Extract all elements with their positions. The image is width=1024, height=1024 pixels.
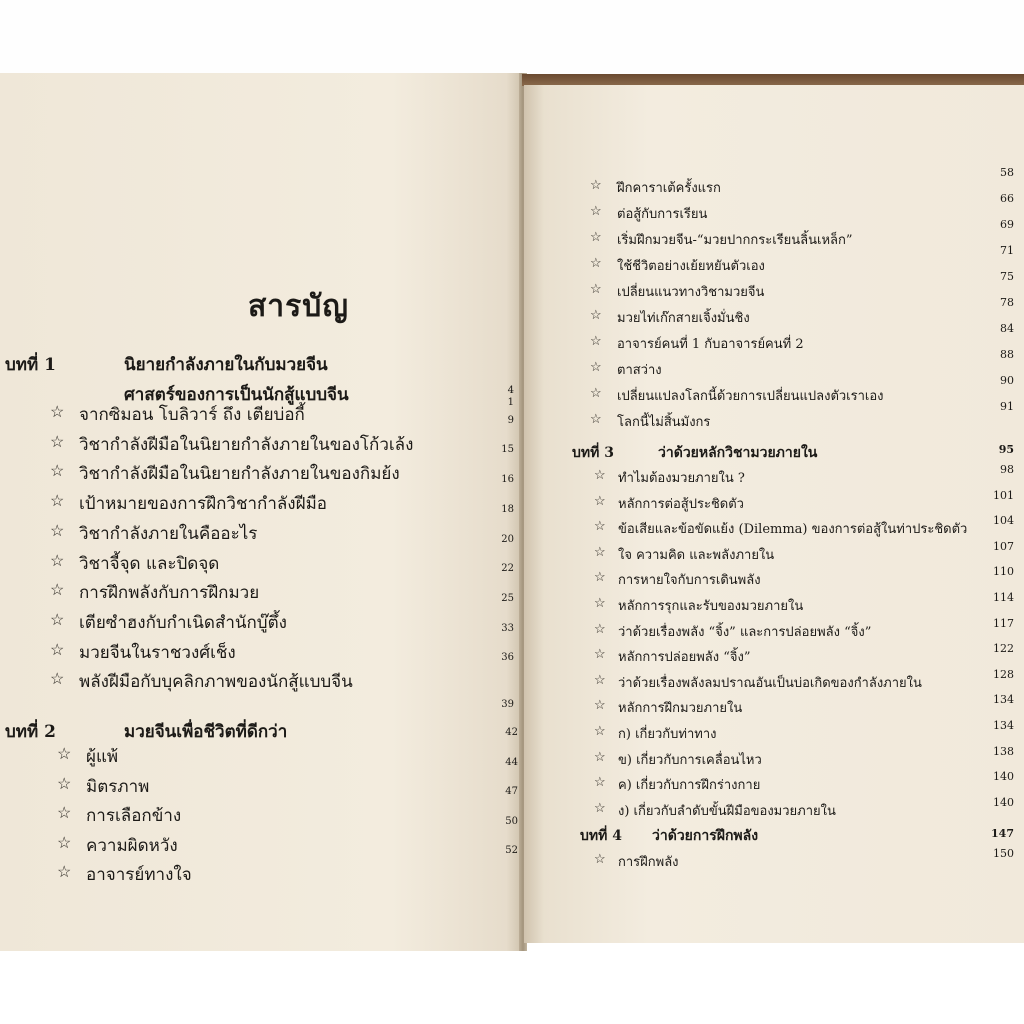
toc-entry-title: ค) เกี่ยวกับการฝึกร่างกาย bbox=[618, 778, 761, 794]
toc-entry-title: วิชากำลังภายในคืออะไร bbox=[79, 523, 258, 544]
star-icon: ☆ bbox=[57, 744, 72, 763]
star-icon: ☆ bbox=[50, 550, 65, 570]
chapter-2-title: มวยจีนเพื่อชีวิตที่ดีกว่า bbox=[124, 722, 288, 742]
toc-entry-page: 16 bbox=[501, 474, 514, 486]
chapter-1-label: บทที่ 1 bbox=[5, 355, 56, 375]
toc-entry bbox=[524, 693, 1024, 719]
toc-entry-title: วิชากำลังฝีมือในนิยายกำลังภายในของกิมย้ง bbox=[79, 464, 400, 485]
toc-entry-title: ข้อเสียและข้อขัดแย้ง (Dilemma) ของการต่อสู้ในท่าประชิดตัว bbox=[618, 522, 968, 538]
toc-entry-title: การฝึกพลังกับการฝึกมวย bbox=[79, 583, 260, 604]
toc-entry-title: การฝึกพลัง bbox=[618, 855, 679, 870]
star-icon: ☆ bbox=[594, 775, 606, 791]
star-icon: ☆ bbox=[594, 800, 606, 816]
star-icon: ☆ bbox=[590, 256, 602, 271]
toc-entry bbox=[524, 591, 1024, 617]
star-icon: ☆ bbox=[594, 724, 606, 739]
toc-title: สารบัญ bbox=[248, 289, 349, 324]
toc-entry-title: ก) เกี่ยวกับท่าทาง bbox=[618, 727, 717, 742]
toc-entry-page: 78 bbox=[1000, 296, 1014, 309]
toc-entry-page: 84 bbox=[1000, 322, 1014, 335]
toc-entry-page: 36 bbox=[501, 652, 514, 664]
toc-entry-title: หลักการฝึกมวยภายใน bbox=[618, 701, 743, 717]
toc-entry-title: วิชาจี้จุด และปิดจุด bbox=[79, 553, 220, 574]
star-icon: ☆ bbox=[590, 230, 602, 245]
star-icon: ☆ bbox=[590, 360, 602, 375]
toc-entry bbox=[524, 192, 1024, 225]
toc-entry-page: 140 bbox=[993, 770, 1014, 784]
toc-entry-title: วิชากำลังฝีมือในนิยายกำลังภายในของโก้วเล้ง bbox=[79, 434, 414, 455]
toc-entry-title: ฝึกคาราเต้ครั้งแรก bbox=[617, 181, 721, 196]
toc-entry-page: 75 bbox=[1000, 270, 1014, 283]
toc-entry bbox=[524, 796, 1024, 822]
star-icon: ☆ bbox=[57, 832, 72, 852]
star-icon: ☆ bbox=[594, 544, 606, 560]
toc-entry bbox=[524, 719, 1024, 745]
star-icon: ☆ bbox=[50, 431, 65, 451]
star-icon: ☆ bbox=[590, 178, 602, 193]
toc-entry bbox=[524, 322, 1024, 355]
chapter-3-title: ว่าด้วยหลักวิชามวยภายใน bbox=[658, 445, 818, 461]
star-icon: ☆ bbox=[50, 491, 65, 511]
toc-entry bbox=[524, 540, 1024, 566]
star-icon: ☆ bbox=[594, 672, 606, 688]
star-icon: ☆ bbox=[594, 647, 606, 663]
toc-entry-page: 20 bbox=[501, 533, 514, 545]
toc-entry bbox=[524, 400, 1024, 433]
star-icon: ☆ bbox=[50, 580, 65, 600]
star-icon: ☆ bbox=[50, 402, 65, 421]
toc-entry-title: ความผิดหวัง bbox=[86, 835, 178, 856]
chapter-2-label: บทที่ 2 bbox=[5, 722, 56, 742]
toc-entry-page: 134 bbox=[993, 719, 1014, 732]
left-page bbox=[0, 73, 522, 951]
right-page bbox=[524, 85, 1024, 943]
toc-entry-title: ข) เกี่ยวกับการเคลื่อนไหว bbox=[618, 752, 762, 768]
toc-entry-page: 122 bbox=[993, 642, 1014, 656]
star-icon: ☆ bbox=[57, 862, 72, 881]
toc-entry-title: การหายใจกับการเดินพลัง bbox=[618, 573, 761, 589]
star-icon: ☆ bbox=[50, 461, 65, 481]
toc-entry-title: เป้าหมายของการฝึกวิชากำลังฝีมือ bbox=[79, 494, 327, 515]
toc-entry-title: เริ่มฝึกมวยจีน-“มวยปากกระเรียนลิ้นเหล็ก” bbox=[617, 233, 853, 248]
toc-entry-title: เปลี่ยนแปลงโลกนี้ด้วยการเปลี่ยนแปลงตัวเราเอง bbox=[617, 389, 884, 404]
star-icon: ☆ bbox=[594, 519, 606, 535]
toc-entry-page: 66 bbox=[1000, 192, 1014, 205]
toc-entry-title: โลกนี้ไม่สิ้นมังกร bbox=[617, 415, 711, 430]
star-icon: ☆ bbox=[594, 749, 606, 765]
star-icon: ☆ bbox=[590, 308, 602, 323]
toc-entry-title: มิตรภาพ bbox=[86, 776, 150, 797]
chapter-2-page: 39 bbox=[501, 699, 514, 710]
toc-entry bbox=[524, 270, 1024, 303]
toc-entry-title: ต่อสู้กับการเรียน bbox=[617, 207, 708, 222]
star-icon: ☆ bbox=[50, 639, 65, 659]
toc-entry-page: 138 bbox=[993, 744, 1014, 758]
background-top bbox=[0, 0, 1024, 74]
toc-entry-page: 33 bbox=[501, 622, 514, 634]
toc-entry-page: 107 bbox=[993, 539, 1014, 553]
toc-entry-page: 117 bbox=[993, 616, 1014, 630]
toc-entry bbox=[524, 463, 1024, 489]
toc-entry-page: 88 bbox=[1000, 348, 1014, 361]
toc-entry-title: อาจารย์คนที่ 1 กับอาจารย์คนที่ 2 bbox=[617, 337, 804, 352]
toc-entry-page: 25 bbox=[501, 592, 514, 604]
star-icon: ☆ bbox=[594, 852, 606, 867]
star-icon: ☆ bbox=[594, 596, 606, 611]
toc-entry-page: 50 bbox=[505, 815, 518, 827]
toc-entry bbox=[524, 617, 1024, 643]
toc-entry-page: 4 bbox=[507, 385, 514, 396]
toc-entry-page: 18 bbox=[501, 503, 514, 515]
toc-entry-title: ตาสว่าง bbox=[617, 363, 662, 378]
toc-entry-page: 98 bbox=[1000, 463, 1014, 476]
toc-entry bbox=[524, 770, 1024, 796]
toc-entry-page: 44 bbox=[505, 756, 518, 768]
toc-entry bbox=[524, 166, 1024, 199]
star-icon: ☆ bbox=[590, 282, 602, 297]
toc-entry-page: 69 bbox=[1000, 218, 1014, 231]
toc-entry-title: พลังฝีมือกับบุคลิกภาพของนักสู้แบบจีน bbox=[79, 672, 353, 693]
chapter-1-title-line2: ศาสตร์ของการเป็นนักสู้แบบจีน bbox=[124, 385, 349, 405]
toc-entry-page: 42 bbox=[505, 727, 518, 738]
star-icon: ☆ bbox=[590, 334, 602, 349]
toc-entry-title: ใช้ชีวิตอย่างเย้ยหยันตัวเอง bbox=[617, 259, 765, 274]
toc-entry-page: 110 bbox=[993, 565, 1014, 579]
toc-entry bbox=[524, 642, 1024, 668]
star-icon: ☆ bbox=[50, 609, 65, 629]
chapter-1-title-line1: นิยายกำลังภายในกับมวยจีน bbox=[124, 355, 328, 375]
toc-entry-page: 101 bbox=[993, 488, 1014, 502]
star-icon: ☆ bbox=[594, 493, 606, 509]
toc-entry-title: เตียซำฮงกับกำเนิดสำนักบู๊ตึ้ง bbox=[79, 612, 287, 633]
chapter-4-title: ว่าด้วยการฝึกพลัง bbox=[652, 828, 759, 844]
chapter-1-page: 1 bbox=[507, 397, 514, 408]
toc-entry-title: มวยไท่เก๊กสายเจิ้งมั่นชิง bbox=[617, 311, 750, 326]
star-icon: ☆ bbox=[590, 204, 602, 219]
toc-entry-title: ว่าด้วยเรื่องพลังลมปราณอันเป็นบ่อเกิดของกำลังภายใน bbox=[618, 675, 922, 691]
star-icon: ☆ bbox=[590, 412, 602, 427]
star-icon: ☆ bbox=[594, 468, 606, 483]
toc-entry-title: การเลือกข้าง bbox=[86, 806, 182, 826]
chapter-3-page: 95 bbox=[998, 443, 1014, 456]
toc-entry-title: อาจารย์ทางใจ bbox=[86, 865, 192, 885]
toc-entry-title: ทำไมต้องมวยภายใน ? bbox=[618, 471, 745, 486]
toc-entry bbox=[524, 348, 1024, 381]
toc-entry bbox=[524, 374, 1024, 407]
toc-entry bbox=[524, 745, 1024, 771]
toc-entry-page: 128 bbox=[993, 667, 1014, 681]
toc-entry-page: 52 bbox=[505, 845, 518, 856]
toc-entry-title: หลักการปล่อยพลัง “จิ้ง” bbox=[618, 650, 751, 666]
toc-entry-page: 58 bbox=[1000, 166, 1014, 179]
toc-entry bbox=[524, 668, 1024, 694]
toc-entry-page: 91 bbox=[1000, 400, 1014, 413]
chapter-4-page: 147 bbox=[991, 827, 1014, 840]
toc-entry bbox=[524, 514, 1024, 540]
toc-entry-title: ว่าด้วยเรื่องพลัง “จิ้ง” และการปล่อยพลัง “จิ้ง” bbox=[618, 624, 872, 640]
star-icon: ☆ bbox=[594, 621, 606, 637]
toc-entry-page: 104 bbox=[993, 514, 1014, 528]
star-icon: ☆ bbox=[594, 698, 606, 714]
toc-entry-page: 71 bbox=[1000, 244, 1014, 257]
toc-entry bbox=[524, 847, 1024, 873]
star-icon: ☆ bbox=[50, 669, 65, 689]
star-icon: ☆ bbox=[57, 803, 72, 822]
toc-entry bbox=[524, 489, 1024, 515]
toc-entry-page: 150 bbox=[993, 847, 1014, 860]
star-icon: ☆ bbox=[594, 570, 606, 586]
star-icon: ☆ bbox=[590, 386, 602, 401]
toc-entry-title: ผู้แพ้ bbox=[86, 747, 119, 767]
chapter-4-label: บทที่ 4 bbox=[580, 828, 622, 844]
toc-entry-title: ง) เกี่ยวกับลำดับขั้นฝีมือของมวยภายใน bbox=[618, 803, 836, 819]
toc-entry-title: จากซิมอน โบลิวาร์ ถึง เตียบ่อกี้ bbox=[79, 405, 305, 425]
toc-entry-title: หลักการต่อสู้ประชิดตัว bbox=[618, 496, 744, 512]
toc-entry-page: 15 bbox=[501, 444, 514, 456]
toc-entry bbox=[524, 244, 1024, 277]
toc-entry bbox=[524, 565, 1024, 591]
star-icon: ☆ bbox=[57, 773, 72, 793]
toc-entry-title: เปลี่ยนแนวทางวิชามวยจีน bbox=[617, 285, 765, 300]
chapter-3-label: บทที่ 3 bbox=[572, 445, 614, 461]
toc-entry bbox=[524, 218, 1024, 251]
toc-entry-page: 90 bbox=[1000, 374, 1014, 387]
toc-entry-title: มวยจีนในราชวงศ์เช็ง bbox=[79, 642, 236, 663]
toc-entry-page: 47 bbox=[505, 786, 518, 797]
toc-entry-page: 114 bbox=[993, 591, 1014, 604]
star-icon: ☆ bbox=[50, 520, 65, 540]
toc-entry-page: 22 bbox=[501, 563, 514, 575]
toc-entry-page: 9 bbox=[507, 414, 514, 426]
toc-entry-title: ใจ ความคิด และพลังภายใน bbox=[618, 547, 775, 563]
toc-entry bbox=[524, 296, 1024, 329]
toc-entry-title: หลักการรุกและรับของมวยภายใน bbox=[618, 599, 804, 614]
toc-entry-page: 134 bbox=[993, 693, 1014, 707]
toc-entry-page: 140 bbox=[993, 795, 1014, 809]
background-bottom bbox=[0, 952, 1024, 1024]
